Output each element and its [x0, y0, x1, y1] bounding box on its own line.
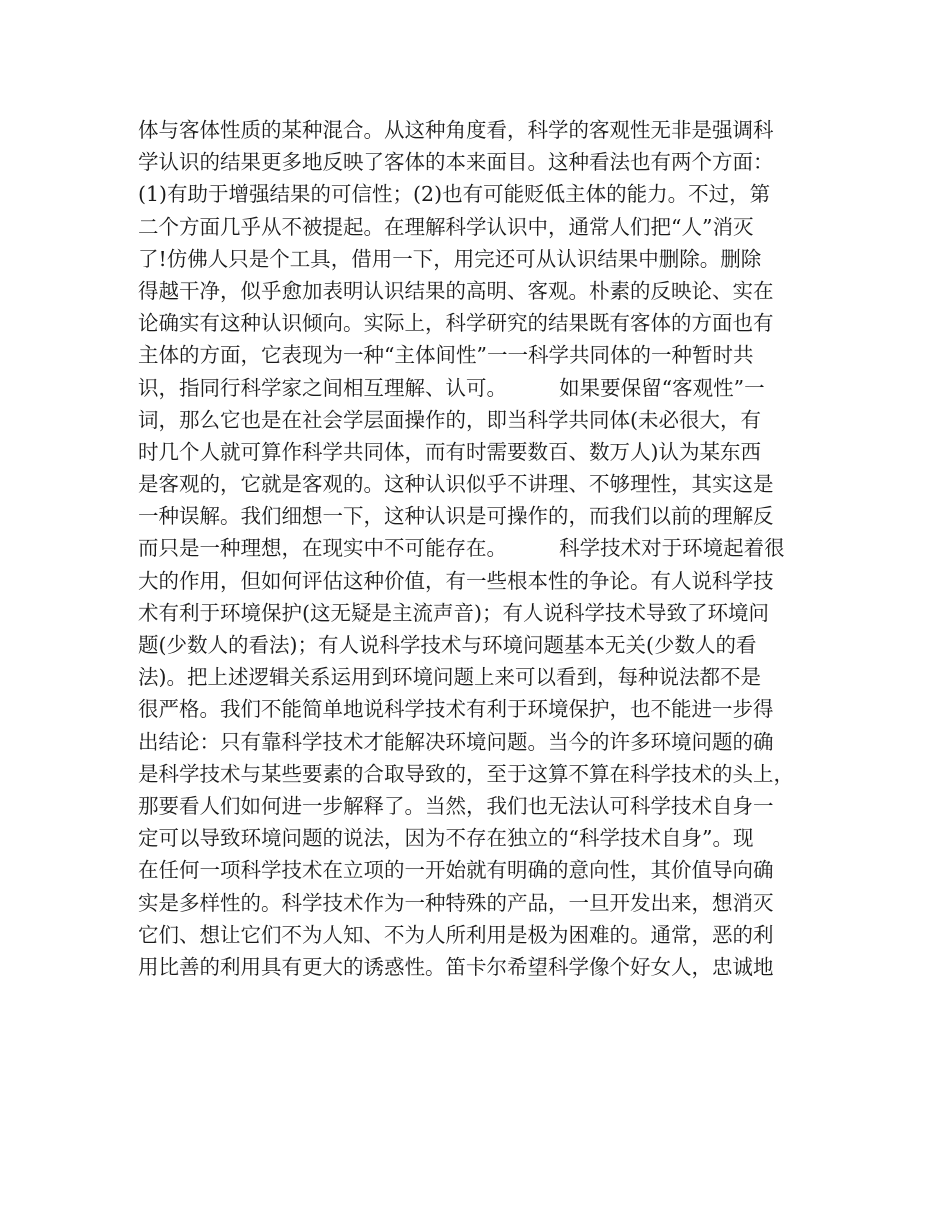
text-line: 法)。把上述逻辑关系运用到环境问题上来可以看到，每种说法都不是 [138, 665, 761, 690]
text-line: 术有利于环境保护(这无疑是主流声音)；有人说科学技术导致了环境问 [138, 600, 769, 625]
text-line: 识，指同行科学家之间相互理解、认可。 如果要保留“客观性”一 [138, 375, 765, 400]
text-line: 题(少数人的看法)；有人说科学技术与环境问题基本无关(少数人的看 [138, 633, 757, 657]
text-line: 体与客体性质的某种混合。从这种角度看，科学的客观性无非是强调科 [138, 118, 774, 142]
text-line: 是科学技术与某些要素的合取导致的，至于这算不算在科学技术的头上， [138, 761, 794, 786]
text-line: 主体的方面，它表现为一种“主体间性”一一科学共同体的一种暂时共 [138, 343, 754, 368]
text-line: 实是多样性的。科学技术作为一种特殊的产品，一旦开发出来，想消灭 [138, 890, 774, 915]
text-line: 得越干净，似乎愈加表明认识结果的高明、客观。朴素的反映论、实在 [138, 278, 774, 303]
text-line: 论确实有这种认识倾向。实际上，科学研究的结果既有客体的方面也有 [138, 311, 774, 336]
text-line: 用比善的利用具有更大的诱惑性。笛卡尔希望科学像个好女人，忠诚地 [138, 954, 774, 979]
text-line: 时几个人就可算作科学共同体，而有时需要数百、数万人)认为某东西 [138, 439, 761, 464]
text-line: 那要看人们如何进一步解释了。当然，我们也无法认可科学技术自身一 [138, 793, 774, 818]
text-line: 在任何一项科学技术在立项的一开始就有明确的意向性，其价值导向确 [138, 858, 774, 883]
text-line: 大的作用，但如何评估这种价值，有一些根本性的争论。有人说科学技 [138, 568, 774, 593]
text-line: 它们、想让它们不为人知、不为人所利用是极为困难的。通常，恶的利 [138, 922, 774, 947]
text-line: 学认识的结果更多地反映了客体的本来面目。这种看法也有两个方面： [138, 150, 774, 175]
text-line: 二个方面几乎从不被提起。在理解科学认识中，通常人们把“人”消灭 [138, 214, 754, 239]
text-line: (1)有助于增强结果的可信性；(2)也有可能贬低主体的能力。不过，第 [138, 182, 771, 207]
text-line: 是客观的，它就是客观的。这种认识似乎不讲理、不够理性，其实这是 [138, 472, 774, 497]
text-line: 一种误解。我们细想一下，这种认识是可操作的，而我们以前的理解反 [138, 504, 774, 529]
text-line: 出结论：只有靠科学技术才能解决环境问题。当今的许多环境问题的确 [138, 729, 774, 754]
text-line: 定可以导致环境问题的说法，因为不存在独立的“科学技术自身”。现 [138, 826, 754, 851]
text-line: 了!仿佛人只是个工具，借用一下，用完还可从认识结果中删除。删除 [138, 246, 762, 271]
body-text [138, 114, 818, 983]
text-line: 很严格。我们不能简单地说科学技术有利于环境保护，也不能进一步得 [138, 697, 774, 722]
text-line: 词，那么它也是在社会学层面操作的，即当科学共同体(未必很大，有 [138, 407, 761, 432]
text-line: 而只是一种理想，在现实中不可能存在。 科学技术对于环境起着很 [138, 536, 785, 561]
